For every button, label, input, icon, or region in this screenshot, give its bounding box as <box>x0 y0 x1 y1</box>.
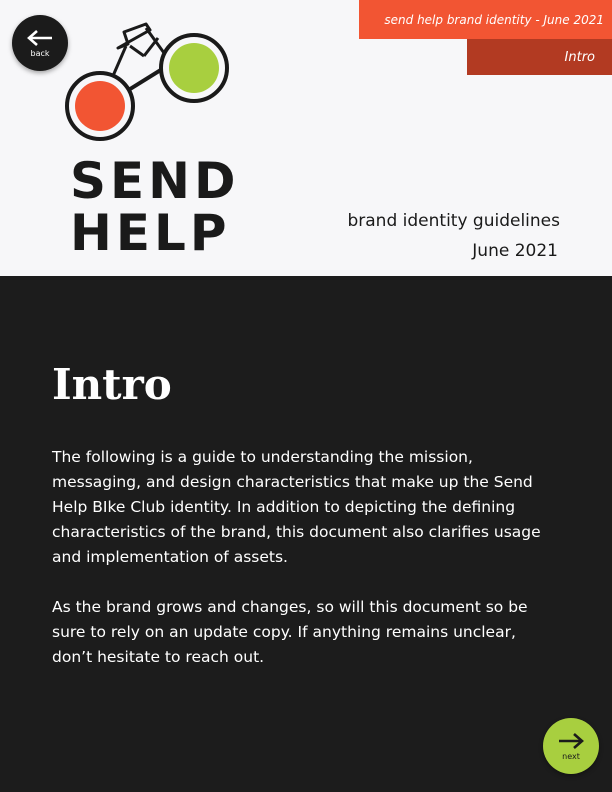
next-label: next <box>562 752 580 761</box>
next-button[interactable] <box>543 718 599 774</box>
page-title: Intro <box>52 360 172 409</box>
document-tag: send help brand identity - June 2021 <box>359 0 612 39</box>
document-subtitle: brand identity guidelines <box>347 211 560 231</box>
document-date: June 2021 <box>472 241 558 261</box>
back-label: back <box>30 49 50 58</box>
section-tag: Intro <box>467 39 612 75</box>
arrow-left-icon <box>27 30 53 46</box>
bike-logo-icon <box>60 20 236 146</box>
intro-section <box>0 276 612 792</box>
logo-wordmark-line1: SEND <box>70 152 240 210</box>
intro-paragraph-2: As the brand grows and changes, so will this document so be sure to rely on an update copy. If anything remains unclear, don’t hesitate to reach out. <box>52 598 528 666</box>
logo-wordmark-line2: HELP <box>70 204 231 262</box>
header <box>0 0 612 276</box>
intro-paragraph-1: The following is a guide to understanding the mission, messaging, and design characteristics that make up the Send Help BIke Club identity. In addition to depicting the defining characteristics of the brand, this document also clarifies usage and implementation of assets. <box>52 448 541 566</box>
arrow-right-icon <box>558 733 584 749</box>
